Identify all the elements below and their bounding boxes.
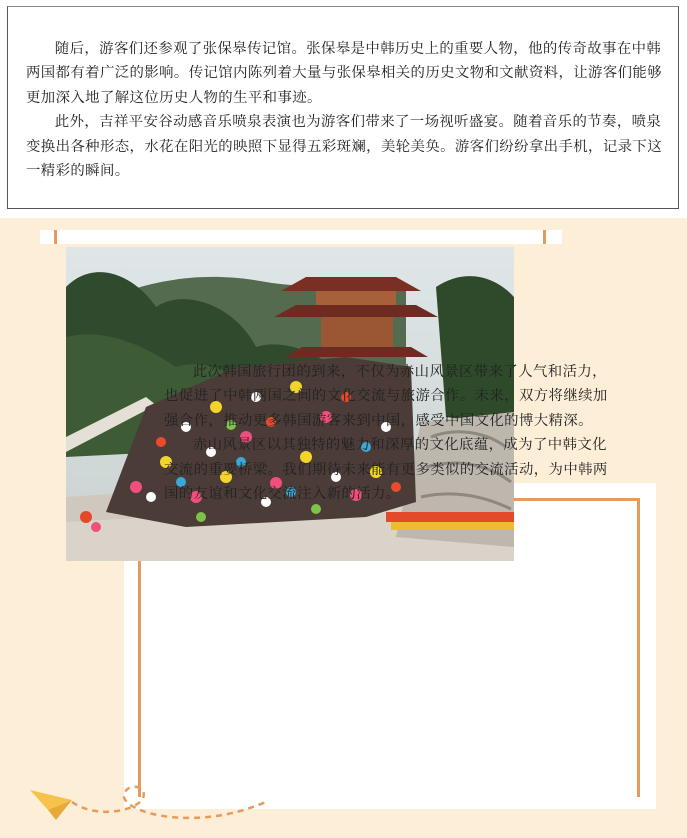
top-article-text — [26, 37, 662, 183]
top-paragraph-2: 此外，吉祥平安谷动感音乐喷泉表演也为游客们带来了一场视听盛宴。随着音乐的节奏，喷泉变换出各种形态，水花在阳光的映照下显得五彩斑斓，美轮美奂。游客们纷纷拿出手机，记录下这一精彩的瞬间。 — [26, 114, 662, 180]
paper-plane-icon — [28, 780, 268, 834]
top-paragraph-1: 随后，游客们还参观了张保皋传记馆。张保皋是中韩历史上的重要人物，他的传奇故事在中韩两国都有着广泛的影响。传记馆内陈列着大量与张保皋相关的历史文物和文献资料，让游客们能够更加深入地了解这位历史人物的生平和事迹。 — [26, 41, 662, 106]
tape-mark-left — [54, 230, 57, 244]
top-text-box — [7, 6, 679, 209]
card-article-text — [164, 360, 616, 506]
card-paragraph-2: 赤山风景区以其独特的魅力和深厚的文化底蕴，成为了中韩文化交流的重要桥梁。我们期待未来能有更多类似的交流活动，为中韩两国的友谊和文化交流注入新的活力。 — [164, 437, 608, 503]
decorative-tape — [40, 230, 562, 244]
card-paragraph-1: 此次韩国旅行团的到来，不仅为赤山风景区带来了人气和活力，也促进了中韩两国之间的文化交流与旅游合作。未来，双方将继续加强合作，推动更多韩国游客来到中国，感受中国文化的博大精深。 — [164, 364, 608, 429]
photo-card-section — [0, 218, 687, 838]
tape-mark-right — [543, 230, 546, 244]
